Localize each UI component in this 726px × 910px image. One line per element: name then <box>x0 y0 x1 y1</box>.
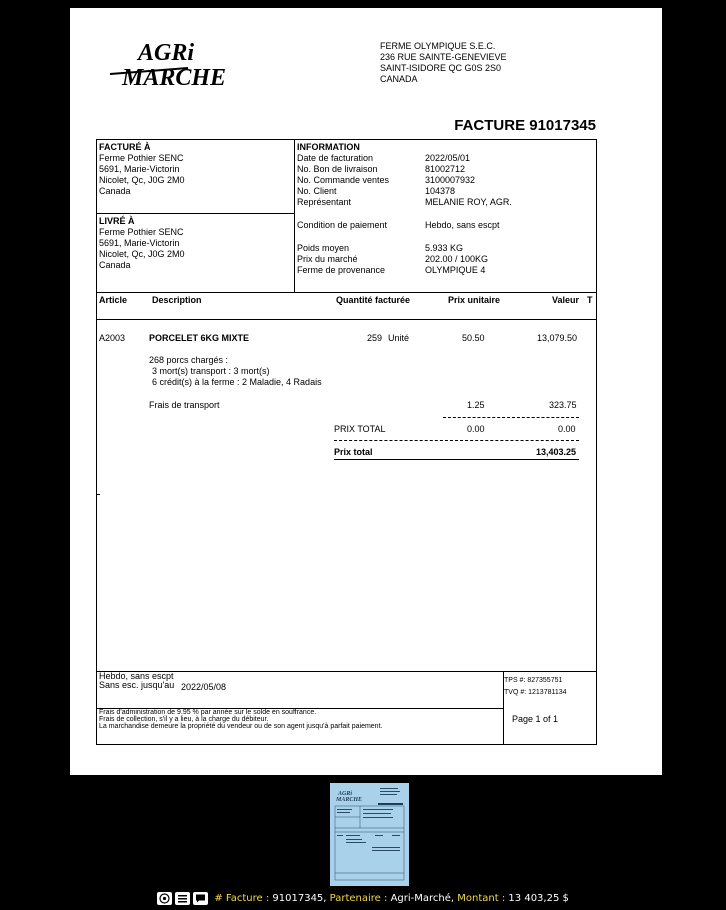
fine-print <box>99 709 382 730</box>
info-value: 3100007932 <box>425 175 476 185</box>
comment-button[interactable] <box>193 892 208 905</box>
column-tax: T <box>587 295 593 305</box>
info-value: 81002712 <box>425 164 466 174</box>
prix-total-label: PRIX TOTAL <box>334 424 386 434</box>
facture-value: 91017345, <box>272 893 327 904</box>
info-label: Prix du marché <box>297 254 358 264</box>
info-value: MELANIE ROY, AGR. <box>425 197 512 207</box>
shipped-to-line: Nicolet, Qc, J0G 2M0 <box>99 249 185 259</box>
note-line: 268 porcs chargés : <box>149 355 229 365</box>
thumbnail-preview <box>330 783 409 886</box>
column-unit-price: Prix unitaire <box>448 295 501 305</box>
info-value: OLYMPIQUE 4 <box>425 265 486 275</box>
billed-to-line: Canada <box>99 186 131 196</box>
footer-bar <box>0 890 726 910</box>
vendor-address <box>380 41 507 85</box>
transport-value: 323.75 <box>549 400 577 410</box>
note-line: 6 crédit(s) à la ferme : 2 Maladie, 4 Radais <box>152 377 322 387</box>
info-icon <box>159 893 170 904</box>
transport-unit-price: 1.25 <box>467 400 485 410</box>
info-value: 104378 <box>425 186 456 196</box>
info-label: No. Client <box>297 186 337 196</box>
tvq-number: TVQ #: 1213781134 <box>504 689 567 696</box>
shipped-to-line: 5691, Marie-Victorin <box>99 238 180 248</box>
column-article: Article <box>99 295 128 305</box>
invoice-document <box>70 8 662 775</box>
fine-print-line: Frais d'administration de 9.95 % par année sur le solde en souffrance. <box>99 709 317 716</box>
column-description: Description <box>152 295 202 305</box>
montant-value: 13 403,25 $ <box>508 893 569 904</box>
shipped-to-line: Ferme Pothier SENC <box>99 227 184 237</box>
shipped-to-line: Canada <box>99 260 131 270</box>
invoice-title: FACTURE 91017345 <box>454 117 596 134</box>
tps-number: TPS #: 827355751 <box>504 677 563 684</box>
info-label: No. Commande ventes <box>297 175 390 185</box>
info-label: Représentant <box>297 197 352 207</box>
document-thumbnail[interactable] <box>330 783 409 886</box>
information-values-2 <box>425 243 488 276</box>
item-unit-price: 50.50 <box>462 333 485 343</box>
logo-line1: AGRi <box>138 40 195 66</box>
vendor-line: CANADA <box>380 74 418 84</box>
information-labels-2 <box>297 243 385 276</box>
vendor-line: 236 RUE SAINTE-GENEVIEVE <box>380 52 507 62</box>
billed-to <box>99 142 185 197</box>
info-value: 2022/05/01 <box>425 153 471 163</box>
grand-total-label: Prix total <box>334 447 373 457</box>
info-button[interactable] <box>157 892 172 905</box>
billed-to-heading: FACTURÉ À <box>99 142 151 152</box>
info-value: Hebdo, sans escpt <box>425 220 500 230</box>
list-button[interactable] <box>175 892 190 905</box>
separator <box>443 417 579 418</box>
fine-print-line: La marchandise demeure la propriété du vendeur ou de son agent jusqu'à parfait paiement. <box>99 723 383 730</box>
information-heading: INFORMATION <box>297 142 360 152</box>
info-label: Condition de paiement <box>297 220 388 230</box>
item-quantity: 259 <box>367 333 383 343</box>
billed-to-line: Ferme Pothier SENC <box>99 153 184 163</box>
information-labels <box>297 153 389 208</box>
vendor-line: FERME OLYMPIQUE S.E.C. <box>380 41 496 51</box>
bottom-terms: Hebdo, sans escpt <box>99 671 174 681</box>
svg-text:MARCHE: MARCHE <box>336 797 363 803</box>
column-quantity: Quantité facturée <box>336 295 411 305</box>
column-value: Valeur <box>552 295 580 305</box>
sans-esc-date: 2022/05/08 <box>181 682 227 692</box>
sans-esc-label: Sans esc. jusqu'au <box>99 680 175 690</box>
info-label: Date de facturation <box>297 153 374 163</box>
prix-total-unit: 0.00 <box>467 424 485 434</box>
info-label: Poids moyen <box>297 243 350 253</box>
partenaire-label: Partenaire : <box>329 893 388 904</box>
agri-marche-logo <box>108 38 236 94</box>
comment-icon <box>195 893 206 904</box>
shipped-to-heading: LIVRÉ À <box>99 216 135 226</box>
item-unit: Unité <box>388 333 410 343</box>
info-label: Ferme de provenance <box>297 265 386 275</box>
info-label: No. Bon de livraison <box>297 164 378 174</box>
info-value: 202.00 / 100KG <box>425 254 489 264</box>
item-value: 13,079.50 <box>537 333 578 343</box>
item-description: PORCELET 6KG MIXTE <box>149 333 250 343</box>
facture-label: # Facture : <box>214 893 270 904</box>
list-icon <box>177 893 188 904</box>
logo-line2: MARCHE <box>122 65 227 91</box>
note-line: 3 mort(s) transport : 3 mort(s) <box>152 366 270 376</box>
item-article: A2003 <box>99 333 126 343</box>
transport-label: Frais de transport <box>149 400 220 410</box>
fine-print-line: Frais de collection, s'il y a lieu, à la charge du débiteur. <box>99 716 269 723</box>
billed-to-line: Nicolet, Qc, J0G 2M0 <box>99 175 185 185</box>
separator <box>334 440 579 441</box>
partenaire-value: Agri-Marché, <box>390 893 455 904</box>
page-number: Page 1 of 1 <box>512 714 559 724</box>
item-notes <box>149 355 322 388</box>
montant-label: Montant : <box>457 893 506 904</box>
info-value: 5.933 KG <box>425 243 464 253</box>
svg-text:AGRi: AGRi <box>338 791 353 797</box>
shipped-to <box>99 216 185 271</box>
vendor-line: SAINT-ISIDORE QC G0S 2S0 <box>380 63 502 73</box>
grand-total-value: 13,403.25 <box>536 447 577 457</box>
prix-total-value: 0.00 <box>558 424 576 434</box>
information-values <box>425 153 512 208</box>
billed-to-line: 5691, Marie-Victorin <box>99 164 180 174</box>
tax-numbers <box>504 675 567 699</box>
